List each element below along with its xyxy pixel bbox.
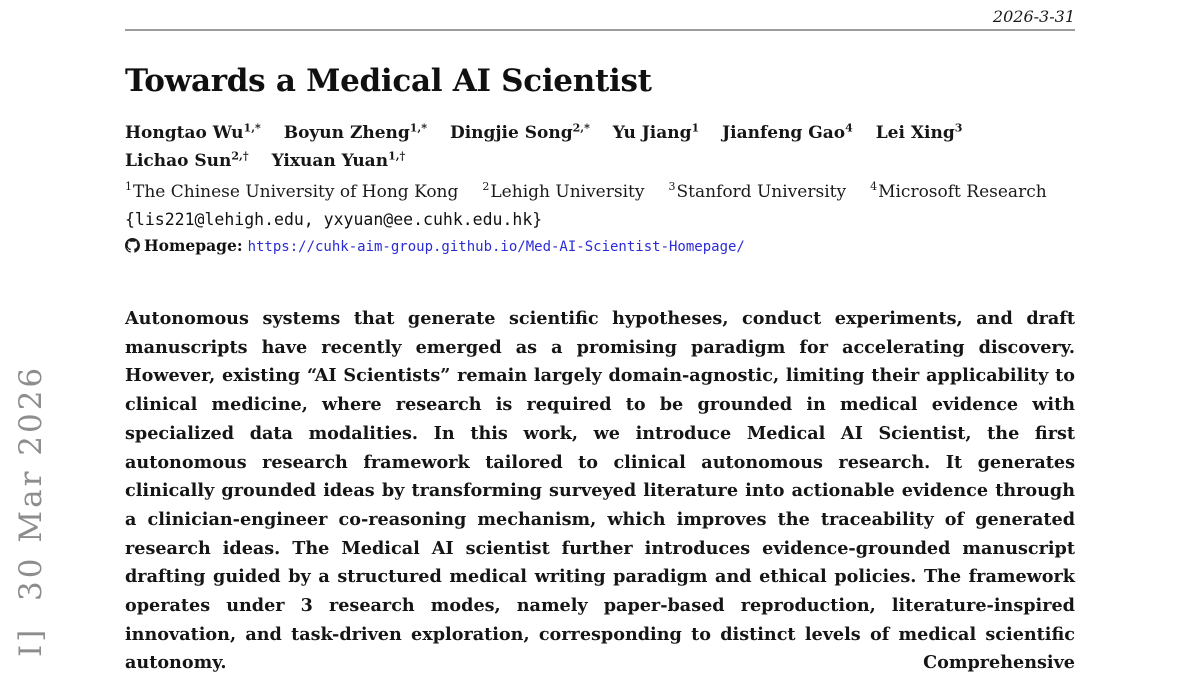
author <box>876 123 963 143</box>
author-superscript: 1,* <box>409 121 428 135</box>
affiliation-superscript: 4 <box>870 180 878 194</box>
affiliation-name: Microsoft Research <box>878 182 1047 202</box>
homepage-label: Homepage: <box>144 236 243 255</box>
author-superscript: 1 <box>691 121 700 135</box>
homepage-link[interactable]: https://cuhk-aim-group.github.io/Med-AI-Scientist-Homepage/ <box>247 239 745 255</box>
author <box>613 123 699 143</box>
affiliations-line <box>125 179 1075 206</box>
author-superscript: 1,† <box>388 149 406 163</box>
author <box>284 123 427 143</box>
author-superscript: 1,* <box>243 121 261 135</box>
page-date: 2026-3-31 <box>992 7 1075 26</box>
author-name: Lei Xing <box>875 123 955 143</box>
author-name: Hongtao Wu <box>125 123 244 143</box>
author-superscript: 3 <box>954 121 963 135</box>
affiliation <box>125 182 458 202</box>
author-superscript: 2,* <box>572 121 590 135</box>
paper-title: Towards a Medical AI Scientist <box>125 63 652 99</box>
affiliation-name: Stanford University <box>676 182 847 202</box>
author-name: Lichao Sun <box>125 151 232 171</box>
header-rule <box>125 29 1075 31</box>
affiliation <box>668 182 846 202</box>
affiliation-superscript: 1 <box>125 180 132 194</box>
authors-line <box>125 119 1075 175</box>
author-superscript: 2,† <box>231 149 249 163</box>
affiliation <box>870 182 1047 202</box>
author <box>125 151 249 171</box>
arxiv-watermark: I] 30 Mar 2026 <box>13 364 49 657</box>
affiliation-name: Lehigh University <box>490 182 645 202</box>
author <box>125 123 261 143</box>
author-name: Boyun Zheng <box>283 123 410 143</box>
author-superscript: 4 <box>845 121 853 135</box>
author-name: Yu Jiang <box>612 123 692 143</box>
author-name: Dingjie Song <box>449 123 573 143</box>
page-content <box>125 0 1075 678</box>
author-name: Yixuan Yuan <box>271 151 389 171</box>
homepage-line <box>125 236 1075 258</box>
affiliation-superscript: 3 <box>668 180 676 194</box>
affiliation-name: The Chinese University of Hong Kong <box>133 182 459 202</box>
author <box>450 123 590 143</box>
abstract-text: Autonomous systems that generate scientific hypotheses, conduct experiments, and draft manuscripts have recently emerged as a promising paradigm for accelerating discovery. However, existing “AI Scientists” remain largely domain-agnostic, limiting their applicability to clinical medicine, where research is required to be grounded in medical evidence with specialized data modalities. In this work, we introduce Medical AI Scientist, the first autonomous research framework tailored to clinical autonomous research. It generates clinically grounded ideas by transforming surveyed literature into actionable evidence through a clinician-engineer co-reasoning mechanism, which improves the traceability of generated research ideas. The Medical AI scientist further introduces evidence-grounded manuscript drafting guided by a structured medical writing paradigm and ethical policies. The framework operates under 3 research modes, namely paper-based reproduction, literature-inspired innovation, and task-driven exploration, corresponding to distinct levels of medical scientific autonomy. Comprehensive <box>125 308 1075 674</box>
author-name: Jianfeng Gao <box>722 123 846 143</box>
github-icon <box>125 238 140 258</box>
author <box>722 123 853 143</box>
affiliation-superscript: 2 <box>482 180 490 194</box>
emails-line: {lis221@lehigh.edu, yxyuan@ee.cuhk.edu.hk} <box>125 210 543 229</box>
author <box>272 151 406 171</box>
affiliation <box>482 182 644 202</box>
